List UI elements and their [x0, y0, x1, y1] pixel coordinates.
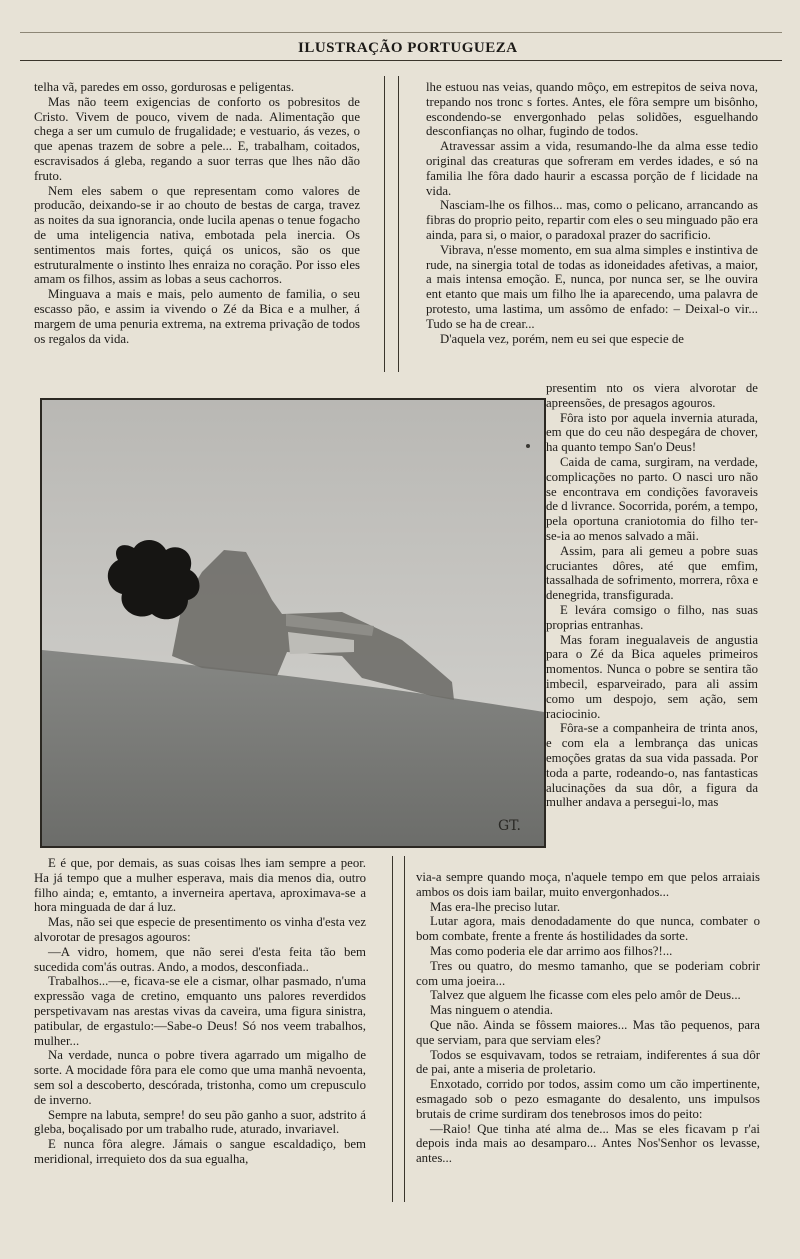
magazine-title: ILUSTRAÇÃO PORTUGUEZA	[298, 40, 518, 56]
paragraph: lhe estuou nas veias, quando môço, em estrepitos de seiva nova, trepando nos tronc s fortes. Antes, ele fôra sempre um bisônho, escondendo-se envergonhado pelas solidões, esguelhando desconfianças no olhar, fugindo de todos.	[426, 80, 758, 139]
illustration-drawing	[42, 400, 544, 846]
paragraph: Fôra-se a companheira de trinta anos, e com ela a lembrança das unicas emoções gratas da sua vida passada. Por toda a parte, rodeando-o, nas fantasticas alucinações da sua dôr, a figura da mulher andava a persegui-lo, mas	[546, 721, 758, 810]
column-divider	[404, 856, 405, 1202]
paragraph: Vibrava, n'esse momento, em sua alma simples e instintiva de rude, na sinergia total de todas as idoneidades afetivas, a maior, a mais intensa emoção. E, nunca, por nunca ser, se lhe ouvira ent etanto que mais um filho lhe ia aparecendo, uma palavra de protesto, uma lastima, um assômo de enfado: – Deixal-o vir... Tudo se ha de crear...	[426, 242, 758, 331]
paragraph: Enxotado, corrido por todos, assim como um cão impertinente, esmagado sob o pezo esmagante do desalento, uns impulsos brutais de crime surdiram dos tenebrosos imos do peito:	[416, 1077, 760, 1121]
column-divider	[392, 856, 393, 1202]
paragraph: Mas não teem exigencias de conforto os pobresitos de Cristo. Vivem de pouco, vivem de nada. Alimentação que chega a ser um cumulo de frugalidade; e vestuario, ás vezes, o que apenas trazem de sobre a pele... E, trabalham, coitados, escravisados á gleba, regando a suor terras que lhes não dão fruto.	[34, 94, 360, 183]
paragraph: E é que, por demais, as suas coisas lhes iam sempre a peor. Ha já tempo que a mulher esperava, mais dia menos dia, outro filho ainda; e, emtanto, a inverneira apertava, aproximava-se a hora minguada de dar á luz.	[34, 856, 366, 915]
artist-signature: GT.	[498, 818, 521, 834]
paragraph: Mas era-lhe preciso lutar.	[430, 899, 561, 914]
page-header	[20, 26, 782, 61]
paragraph: Assim, para ali gemeu a pobre suas cruciantes dôres, até que emfim, tassalhada de sofrimento, morrera, rôxa e denegrida, transfigurada.	[546, 543, 758, 603]
paragraph: E nunca fôra alegre. Jámais o sangue escaldadiço, bem meridional, irrequieto dos da sua egualha,	[34, 1137, 366, 1166]
paragraph: Lutar agora, mais denodadamente do que nunca, combater o bom combate, frente a frente ás hostilidades da sorte.	[416, 914, 760, 944]
paragraph: Minguava a mais e mais, pelo aumento de familia, o seu escasso pão, e assim ia vivendo o Zé da Bica e a mulher, á margem de uma penuria extrema, na extrema privação de todos os regalos da vida.	[34, 287, 360, 346]
paragraph: Atravessar assim a vida, resumando-lhe da alma esse tedio original das creaturas que sofreram em verdes idades, e só na familia lhe fôra dado haurir a escassa porção de f licidade na vida.	[426, 139, 758, 198]
paragraph: Caida de cama, surgiram, na verdade, complicações no parto. O nasci uro não se encontrava em condições favoraveis de d livrance. Socorrida, porém, a tempo, pela oportuna craniotomia do filho ter-se-ia ao menos salvado a mãi.	[546, 454, 758, 543]
header-rule	[20, 32, 782, 33]
illustration	[40, 398, 546, 848]
paragraph: Mas ninguem o atendia.	[430, 1003, 553, 1018]
speck	[526, 444, 530, 448]
paragraph: telha vã, paredes em osso, gordurosas e peligentas.	[34, 80, 295, 94]
paragraph: Talvez que alguem lhe ficasse com eles pelo amôr de Deus...	[430, 988, 741, 1003]
column-bottom-right	[416, 870, 760, 1166]
column-divider	[384, 76, 385, 372]
paragraph: —A vidro, homem, que não serei d'esta feita tão bem sucedida com'ás outras. Ando, a modos, desconfiada..	[34, 944, 366, 974]
paragraph: E levára comsigo o filho, nas suas proprias entranhas.	[546, 602, 758, 632]
column-side	[546, 381, 758, 810]
column-top-right	[426, 80, 758, 346]
paragraph: Nasciam-lhe os filhos... mas, como o pelicano, arrancando as fibras do proprio peito, repartir com eles o seu minguado pão era ainda, para si, o maior, o paradoxal prazer do sacrificio.	[426, 198, 758, 242]
paragraph: D'aquela vez, porém, nem eu sei que especie de	[440, 331, 684, 346]
paragraph: Mas foram inegualaveis de angustia para o Zé da Bica aqueles primeiros momentos. Nunca o pobre se sentira tão imbecil, esparveirado, para ali assim como um despojo, sem ação, sem raciocinio.	[546, 632, 758, 721]
paragraph: Trabalhos...—e, ficava-se ele a cismar, olhar pasmado, n'uma expressão vaga de cretino, emquanto uns palores reverdidos perspetivavam nas arestas vivas da caveira, uma figura sinistra, patibular, de ergastulo:—Sabe-o Deus! Só nos veem trabalhos, mulher...	[34, 974, 366, 1048]
paragraph: Que não. Ainda se fôssem maiores... Mas tão pequenos, para que serviam, para que serviam eles?	[416, 1017, 760, 1047]
column-top-left	[34, 80, 360, 346]
paragraph: —Raio! Que tinha até alma de... Mas se eles ficavam p r'ai depois inda mais ao desamparo... Antes Nos'Senhor os levasse, antes...	[416, 1121, 760, 1166]
paragraph: Tres ou quatro, do mesmo tamanho, que se poderiam cobrir com uma joeira...	[416, 958, 760, 988]
paragraph: presentim nto os viera alvorotar de apreensões, de presagos agouros.	[546, 381, 758, 410]
paragraph: Fôra isto por aquela invernia aturada, em que do ceu não despegára de chover, ha quanto tempo San'o Deus!	[546, 410, 758, 455]
column-bottom-left	[34, 856, 366, 1167]
paragraph: Mas, não sei que especie de presentimento os vinha d'esta vez alvorotar de presagos agouros:	[34, 915, 366, 944]
paragraph: Na verdade, nunca o pobre tivera agarrado um migalho de sorte. A mocidade fôra para ele como que uma manhã nevoenta, sem sol a descoberto, descórada, tristonha, como um crepusculo de inverno.	[34, 1048, 366, 1107]
paragraph: Nem eles sabem o que representam como valores de producão, deixando-se ir ao chouto de bestas de carga, travez as noites da sua ignorancia, onde lucila apenas o tenue fogacho de uma inteligencia nativa, embotada pela inercia. Os sentimentos mais fortes, quiçá os unicos, são os que estruturalmente o instinto lhes enraiza no coração. Por isso eles amam os filhos, assim as lobas a seus cachorros.	[34, 183, 360, 287]
paragraph: Mas como poderia ele dar arrimo aos filhos?!...	[430, 943, 673, 958]
column-divider	[398, 76, 399, 372]
paragraph: Todos se esquivavam, todos se retraiam, indiferentes á sua dôr de pai, ante a miseria de proletario.	[416, 1047, 760, 1077]
paragraph: Sempre na labuta, sempre! do seu pão ganho a suor, adstrito á gleba, boçalisado por um trabalho rude, aturado, invariavel.	[34, 1107, 366, 1137]
paragraph: via-a sempre quando moça, n'aquele tempo em que pelos arraiais ambos os dois iam bailar, muito envergonhados...	[416, 870, 760, 899]
